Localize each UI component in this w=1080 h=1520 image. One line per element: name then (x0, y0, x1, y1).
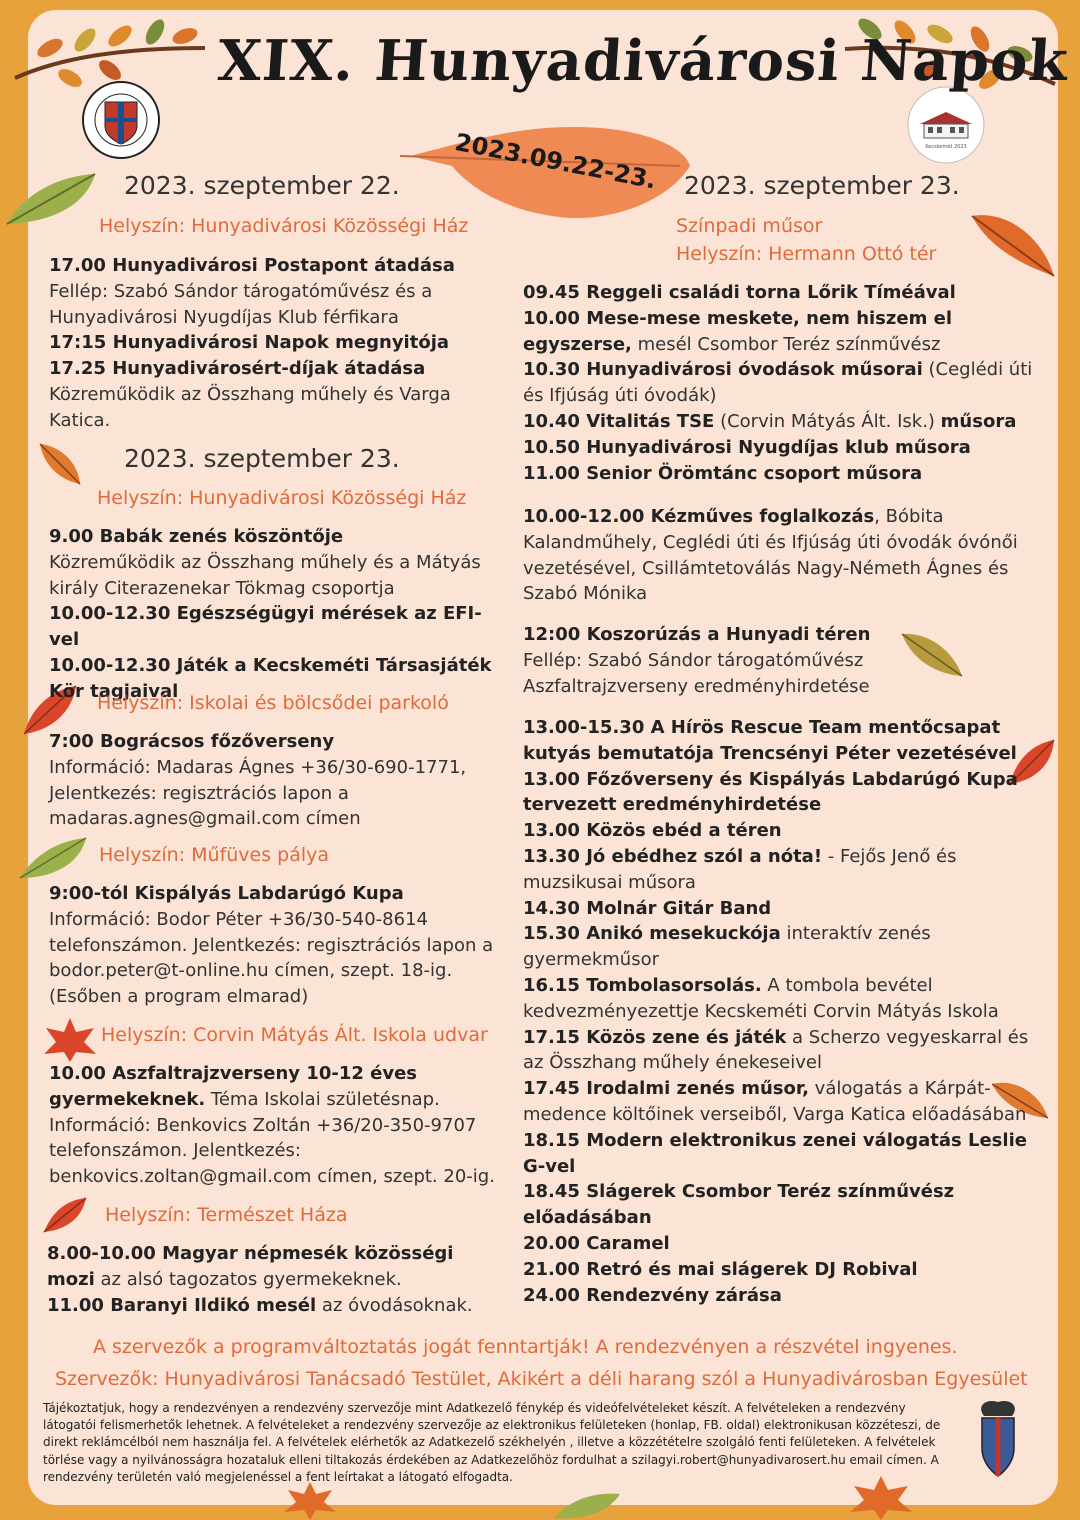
program-item-detail: Információ: Bodor Péter +36/30-540-8614 telefonszámon. Jelentkezés: regisztrációs lapon a bodor.peter@t-online.hu címen, szept. 18-ig. (Esőben a program elmarad) (49, 908, 494, 1008)
green-leaf-icon (900, 630, 964, 678)
program-list (49, 524, 494, 705)
program-item (523, 896, 1043, 922)
program-item-title: 10.00 Aszfaltrajzverseny 10-12 éves gyermekeknek. (49, 1063, 417, 1110)
program-item-title: 13.00 Közös ebéd a téren (523, 820, 782, 842)
venue-label: Helyszín: Műfüves pálya (99, 844, 330, 866)
venue-label: Helyszín: Hermann Ottó tér (676, 243, 937, 265)
program-list (49, 253, 489, 434)
program-item (523, 1179, 1043, 1231)
program-item-title: 21.00 Retró és mai slágerek DJ Robival (523, 1258, 918, 1280)
program-item-title: 9:00-tól Kispályás Labdarúgó Kupa (49, 883, 404, 904)
program-item-title: 9.00 Babák zenés köszöntője (49, 526, 344, 547)
program-list (523, 504, 1043, 607)
program-item (49, 907, 494, 1010)
stage-subtitle: Színpadi műsor (676, 215, 823, 237)
venue-label: Helyszín: Hunyadivárosi Közösségi Ház (99, 215, 469, 237)
orange-maple-leaf-icon (36, 440, 84, 486)
program-item-detail: Közreműködik az Összhang műhely és Varga Katica. (49, 383, 451, 431)
program-item-detail: Aszfaltrajzverseny eredményhirdetése (523, 675, 870, 697)
program-item (49, 279, 489, 331)
program-item-title: 14.30 Molnár Gitár Band (523, 897, 772, 919)
program-item (523, 648, 898, 674)
program-item (49, 729, 489, 755)
program-list (523, 280, 1043, 486)
program-item-title: 16.15 Tombolasorsolás. (523, 974, 762, 996)
program-item (523, 1283, 1043, 1309)
venue-label: Helyszín: Természet Háza (105, 1204, 348, 1226)
green-leaf-icon (18, 836, 88, 882)
venue-label: Helyszín: Corvin Mátyás Ált. Iskola udvar (101, 1024, 488, 1046)
program-item-title: 17.25 Hunyadivárosért-díjak átadása (49, 358, 426, 380)
program-list (47, 1241, 497, 1318)
program-item-detail: Fellép: Szabó Sándor tárogatóművész és a Hunyadivárosi Nyugdíjas Klub férfikara (49, 280, 433, 328)
program-item (523, 1025, 1043, 1077)
program-item-title: 10.00-12.30 Egészségügyi mérések az EFI-vel (49, 603, 482, 651)
program-item-detail: válogatás a Kárpát-medence költőinek verseiből, Varga Katica előadásában (523, 1078, 1027, 1125)
program-item (49, 356, 489, 382)
program-list (49, 729, 489, 832)
program-item-title: 13.00-15.30 A Hírös Rescue Team mentőcsapat kutyás bemutatója Trencsényi Péter vezetésével (523, 717, 1017, 764)
program-item-title: 17.15 Közös zene és játék (523, 1026, 787, 1048)
privacy-notice: Tájékoztatjuk, hogy a rendezvényen a rendezvény szervezője mint Adatkezelő fénykép és videófelvételeket készít. A felvételeken a rendezvény látogatói felismerhetők lehetnek. A felvételeket a rendezvény szervezője az elektronikus felületeken (honlap, FB. oldal) elektronikusan közzéteszi, de direkt reklámcélból nem használja fel. A felvételek elérhetők az Adatkezelő székhelyén , illetve a közzétételre szolgáló fenti felületeken. A felvételek törlése vagy a nyilvánosságra hozataluk elleni tiltakozás érdekében az Adatkezelőhöz fordulhat a szilagyi.robert@hunyadivarosert.hu email címen. A rendezvény területén való megjelenéssel a fent leírtakat a látogató elfogadta. (43, 1401, 941, 1484)
program-item-detail: , Bóbita Kalandműhely, Ceglédi úti és Ifjúság úti óvodák óvónői vezetésével, Csillámtetoválás Nagy-Németh Ágnes és Szabó Mónika (523, 506, 1018, 605)
program-item-title: 09.45 Reggeli családi torna Lőrik Tíméával (523, 282, 956, 303)
program-item-detail: (Ceglédi úti és Ifjúság úti óvodák) (523, 359, 1033, 407)
program-item (523, 280, 1043, 306)
program-item-title: 11.00 Senior Örömtánc csoport műsora (523, 462, 923, 484)
program-item-title: 10.00-12.30 Játék a Kecskeméti Társasjáték Kör tagjaival (49, 654, 492, 702)
program-item (49, 382, 489, 434)
program-item-detail: A tombola bevétel kedvezményezettje Kecskeméti Corvin Mátyás Iskola (523, 974, 999, 1022)
program-item-detail: a Scherzo vegyeskarral és az Összhang műhely énekeseivel (523, 1026, 1029, 1074)
program-list (49, 1061, 499, 1190)
program-list (523, 715, 1043, 1308)
day2-heading: 2023. szeptember 23. (124, 444, 400, 473)
program-item (523, 435, 1043, 461)
orange-maple-leaf-icon (966, 206, 1058, 280)
program-item (523, 409, 1043, 435)
program-item (523, 1231, 1043, 1257)
program-item-title: 10.00-12.00 Kézműves foglalkozás (523, 506, 875, 527)
program-item (49, 601, 494, 653)
program-item-detail: Fellép: Szabó Sándor tárogatóművész (523, 649, 864, 671)
event-date-stamp: 2023.09.22-23. (452, 128, 659, 195)
program-item-title: 15.30 Anikó mesekuckója (523, 923, 781, 945)
program-item (523, 921, 1043, 973)
program-item-title: műsora (940, 410, 1017, 432)
program-item (49, 524, 494, 550)
green-leaf-icon (5, 172, 97, 228)
program-item-title: 10.50 Hunyadivárosi Nyugdíjas klub műsora (523, 436, 971, 458)
program-item (49, 330, 489, 356)
program-item-title: 8.00-10.00 Magyar népmesék közösségi mozi (47, 1243, 454, 1290)
program-item (49, 550, 494, 602)
red-leaf-icon (42, 1196, 88, 1234)
program-item (523, 1128, 1043, 1180)
program-item-detail: - Fejős Jenő és muzsikusai műsora (523, 845, 957, 893)
program-item-title: 10.30 Hunyadivárosi óvodások műsorai (523, 359, 923, 381)
page-title: XIX. Hunyadivárosi Napok (215, 28, 1071, 94)
program-item-detail: interaktív zenés gyermekműsor (523, 923, 931, 971)
day2-stage-heading: 2023. szeptember 23. (684, 171, 960, 200)
program-item-title: 20.00 Caramel (523, 1232, 670, 1254)
program-item-title: 18.15 Modern elektronikus zenei válogatás Leslie G-vel (523, 1129, 1027, 1177)
program-item (49, 1061, 499, 1190)
footer-notice: A szervezők a programváltoztatás jogát fenntartják! A rendezvényen a részvétel ingyenes. (93, 1336, 958, 1358)
program-item-title: 7:00 Bográcsos főzőverseny (49, 731, 335, 752)
green-leaf-icon (552, 1490, 622, 1520)
organizers-line: Szervezők: Hunyadivárosi Tanácsadó Testület, Akikért a déli harang szól a Hunyadivárosban Egyesület (55, 1368, 1028, 1390)
association-seal-logo (80, 70, 162, 170)
program-item (523, 504, 1043, 607)
program-item-title: 11.00 Baranyi Ildikó mesél (47, 1294, 317, 1316)
program-item-detail: az alsó tagozatos gyermekeknek. (94, 1268, 402, 1290)
program-item-title: 12:00 Koszorúzás a Hunyadi téren (523, 624, 871, 645)
program-item (523, 715, 1043, 767)
program-item-title: 13.30 Jó ebédhez szól a nóta! (523, 845, 823, 867)
venue-label: Helyszín: Hunyadivárosi Közösségi Ház (97, 487, 467, 509)
program-item (523, 844, 1043, 896)
program-item-title: 17.00 Hunyadivárosi Postapont átadása (49, 255, 455, 276)
program-item-detail: mesél Csombor Teréz színművész (631, 333, 941, 355)
program-list (49, 881, 494, 1010)
program-item (49, 881, 494, 907)
program-item (523, 622, 898, 648)
program-item (49, 755, 489, 832)
program-item-title: 18.45 Slágerek Csombor Teréz színművész előadásában (523, 1181, 955, 1229)
program-item (523, 1257, 1043, 1283)
program-item-detail: Téma Iskolai születésnap. Információ: Benkovics Zoltán +36/20-350-9707 telefonszámon. Jelentkezés: benkovics.zoltan@gmail.com címen, szept. 20-ig. (49, 1088, 495, 1188)
program-item (47, 1241, 497, 1293)
program-item-title: 10.00 Mese-mese meskete, nem hiszem el egyszerse, (523, 307, 952, 355)
venue-label: Helyszín: Iskolai és bölcsődei parkoló (97, 692, 449, 714)
program-item-detail: (Corvin Mátyás Ált. Isk.) (714, 410, 941, 432)
program-item (523, 306, 1043, 358)
red-maple-leaf-icon (42, 1016, 98, 1062)
program-item (47, 1293, 497, 1319)
svg-text:Kecskemét 2023: Kecskemét 2023 (925, 144, 967, 150)
program-item-title: 24.00 Rendezvény zárása (523, 1284, 782, 1306)
day1-heading: 2023. szeptember 22. (124, 171, 400, 200)
program-item (523, 973, 1043, 1025)
program-item-title: 10.40 Vitalitás TSE (523, 410, 715, 432)
program-item (523, 674, 898, 700)
program-item-detail: Információ: Madaras Ágnes +36/30-690-1771, Jelentkezés: regisztrációs lapon a madaras.agnes@gmail.com címen (49, 756, 467, 830)
program-item-title: 17.45 Irodalmi zenés műsor, (523, 1078, 809, 1100)
program-item-title: 13.00 Főzőverseny és Kispályás Labdarúgó Kupa tervezett eredményhirdetése (523, 768, 1018, 816)
community-house-logo (900, 86, 992, 164)
program-item (523, 818, 1043, 844)
program-item (523, 1076, 1043, 1128)
program-list (523, 622, 898, 699)
program-item (523, 357, 1043, 409)
program-item (523, 461, 1043, 487)
program-item-detail: Közreműködik az Összhang műhely és a Mátyás király Citerazenekar Tökmag csoportja (49, 551, 481, 599)
program-item-title: 17:15 Hunyadivárosi Napok megnyitója (49, 332, 450, 354)
program-item (523, 767, 1043, 819)
program-item-detail: az óvodásoknak. (316, 1294, 473, 1316)
coat-of-arms-icon (962, 1396, 1034, 1480)
program-item (49, 253, 489, 279)
